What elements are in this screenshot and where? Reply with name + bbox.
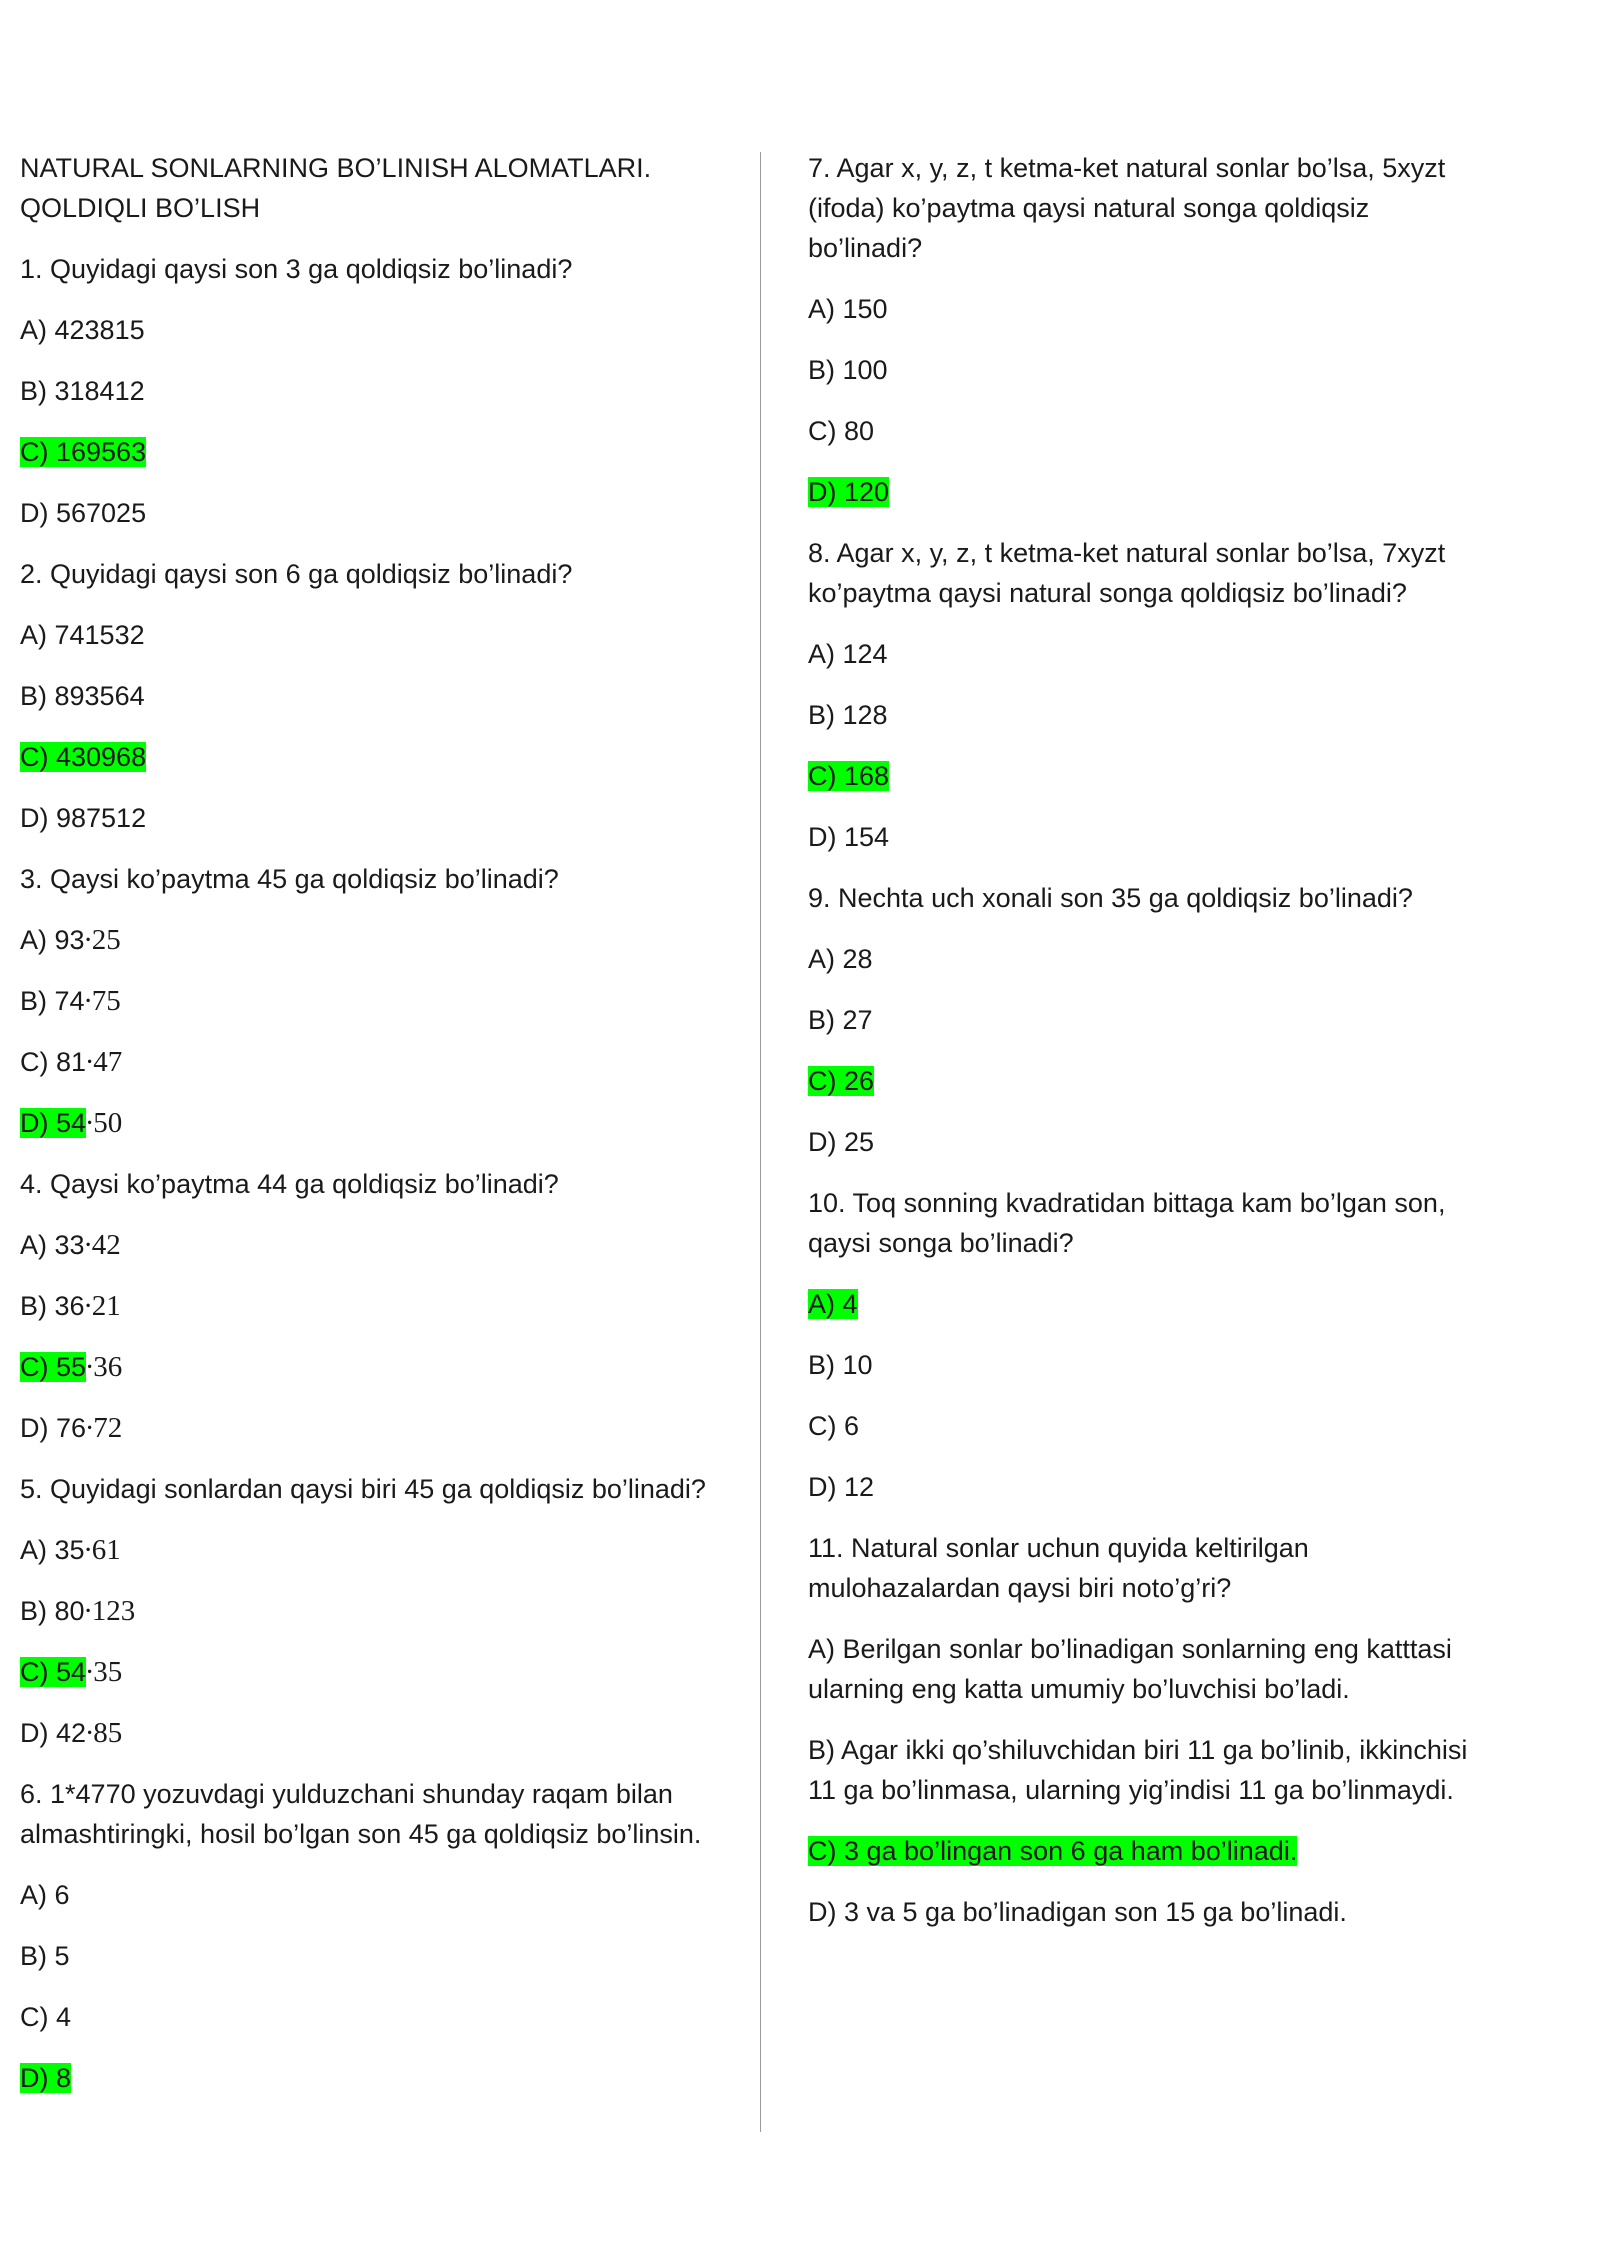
- section-title: [20, 188, 740, 228]
- text-line: 6. 1*4770 yozuvdagi yulduzchani shunday raqam bilan: [20, 1779, 673, 1809]
- question-text: [20, 859, 740, 899]
- text-line: 11. Natural sonlar uchun quyida keltirilgan: [808, 1533, 1309, 1563]
- text-line: mulohazalardan qaysi biri noto’g’ri?: [808, 1573, 1232, 1603]
- option-text: A) 423815: [20, 315, 145, 345]
- text-line: qaysi songa bo’linadi?: [808, 1228, 1074, 1258]
- question-text: [20, 1774, 740, 1814]
- option-text: B) 318412: [20, 376, 145, 406]
- answer-option-correct: [808, 1284, 1508, 1324]
- option-math: ∙50: [86, 1107, 123, 1139]
- answer-option: [20, 1530, 740, 1570]
- answer-option: [808, 634, 1508, 674]
- option-text: B) 128: [808, 700, 888, 730]
- answer-option-correct: [20, 737, 740, 777]
- option-math: ∙35: [86, 1656, 123, 1688]
- question-text: [808, 148, 1508, 188]
- text-line: ko’paytma qaysi natural songa qoldiqsiz bo’linadi?: [808, 578, 1407, 608]
- answer-option: [808, 289, 1508, 329]
- answer-option: [808, 350, 1508, 390]
- option-math: ∙72: [86, 1412, 123, 1444]
- text-line: (ifoda) ko’paytma qaysi natural songa qoldiqsiz: [808, 193, 1370, 223]
- question-text: [808, 1629, 1508, 1669]
- column-divider: [760, 152, 761, 2132]
- option-math: ∙85: [86, 1717, 123, 1749]
- answer-option: [808, 411, 1508, 451]
- option-text: C) 26: [808, 1066, 875, 1096]
- option-text: A) 35: [20, 1535, 85, 1565]
- option-math: ∙123: [84, 1595, 136, 1627]
- answer-option-correct: [20, 2058, 740, 2098]
- text-line: 4. Qaysi ko’paytma 44 ga qoldiqsiz bo’linadi?: [20, 1169, 559, 1199]
- answer-option: [20, 310, 740, 350]
- answer-option: [20, 676, 740, 716]
- option-text: A) 6: [20, 1880, 70, 1910]
- question-text: [20, 1164, 740, 1204]
- question-text: [808, 1568, 1508, 1608]
- option-text: D) 154: [808, 822, 890, 852]
- text-line: 7. Agar x, y, z, t ketma-ket natural sonlar bo’lsa, 5xyzt: [808, 153, 1446, 183]
- option-text: C) 4: [20, 2002, 72, 2032]
- option-text: A) 93: [20, 925, 85, 955]
- answer-option-correct: [808, 1061, 1508, 1101]
- text-line: 5. Quyidagi sonlardan qaysi biri 45 ga qoldiqsiz bo’linadi?: [20, 1474, 706, 1504]
- question-text: [20, 1814, 740, 1854]
- option-text: C) 54: [20, 1657, 87, 1687]
- answer-option: [808, 1122, 1508, 1162]
- answer-option: [20, 1997, 740, 2037]
- text-line: 1. Quyidagi qaysi son 3 ga qoldiqsiz bo’linadi?: [20, 254, 573, 284]
- left-column: [20, 148, 740, 2098]
- question-text: [808, 228, 1508, 268]
- option-math: ∙25: [84, 924, 121, 956]
- option-text: D) 3 va 5 ga bo’linadigan son 15 ga bo’linadi.: [808, 1897, 1347, 1927]
- option-text: D) 567025: [20, 498, 147, 528]
- question-text: [808, 188, 1508, 228]
- option-text: C) 55: [20, 1352, 87, 1382]
- option-text: B) 10: [808, 1350, 873, 1380]
- option-text: D) 25: [808, 1127, 875, 1157]
- question-text: [808, 533, 1508, 573]
- text-line: bo’linadi?: [808, 233, 923, 263]
- answer-option-correct: [808, 756, 1508, 796]
- option-text: C) 3 ga bo’lingan son 6 ga ham bo’linadi.: [808, 1836, 1298, 1866]
- option-text: B) 100: [808, 355, 888, 385]
- option-math: ∙21: [84, 1290, 121, 1322]
- option-text: A) 33: [20, 1230, 85, 1260]
- option-text: D) 8: [20, 2063, 72, 2093]
- answer-option-correct: [20, 1652, 740, 1692]
- option-math: ∙47: [86, 1046, 123, 1078]
- text-line: NATURAL SONLARNING BO’LINISH ALOMATLARI.: [20, 153, 652, 183]
- answer-option: [20, 981, 740, 1021]
- option-text: C) 6: [808, 1411, 860, 1441]
- option-text: D) 42: [20, 1718, 87, 1748]
- section-title: [20, 148, 740, 188]
- option-text: A) 124: [808, 639, 888, 669]
- answer-option: [20, 920, 740, 960]
- answer-option: [20, 1591, 740, 1631]
- option-text: A) 4: [808, 1289, 858, 1319]
- question-text: [20, 1469, 740, 1509]
- text-line: 3. Qaysi ko’paytma 45 ga qoldiqsiz bo’linadi?: [20, 864, 559, 894]
- question-text: [808, 878, 1508, 918]
- answer-option: [808, 939, 1508, 979]
- option-text: D) 76: [20, 1413, 87, 1443]
- text-line: 8. Agar x, y, z, t ketma-ket natural sonlar bo’lsa, 7xyzt: [808, 538, 1446, 568]
- text-line: B) Agar ikki qo’shiluvchidan biri 11 ga bo’linib, ikkinchisi: [808, 1735, 1468, 1765]
- option-text: C) 169563: [20, 437, 147, 467]
- option-math: ∙61: [84, 1534, 121, 1566]
- answer-option: [20, 1225, 740, 1265]
- option-text: A) 150: [808, 294, 888, 324]
- text-line: 9. Nechta uch xonali son 35 ga qoldiqsiz bo’linadi?: [808, 883, 1413, 913]
- answer-option-correct: [20, 1347, 740, 1387]
- option-text: B) 27: [808, 1005, 873, 1035]
- answer-option: [808, 695, 1508, 735]
- answer-option-correct: [808, 1831, 1508, 1871]
- answer-option: [20, 371, 740, 411]
- answer-option: [20, 798, 740, 838]
- option-text: D) 54: [20, 1108, 87, 1138]
- option-text: C) 80: [808, 416, 875, 446]
- answer-option: [20, 493, 740, 533]
- answer-option-correct: [808, 472, 1508, 512]
- question-text: [808, 1669, 1508, 1709]
- question-text: [20, 249, 740, 289]
- option-text: A) 28: [808, 944, 873, 974]
- question-text: [808, 1183, 1508, 1223]
- answer-option-correct: [20, 432, 740, 472]
- answer-option: [808, 1000, 1508, 1040]
- option-text: D) 120: [808, 477, 890, 507]
- answer-option: [808, 1406, 1508, 1446]
- answer-option: [808, 1345, 1508, 1385]
- question-text: [808, 1528, 1508, 1568]
- option-math: ∙75: [84, 985, 121, 1017]
- option-text: D) 987512: [20, 803, 147, 833]
- answer-option: [20, 1936, 740, 1976]
- option-text: B) 36: [20, 1291, 85, 1321]
- text-line: 11 ga bo’linmasa, ularning yig’indisi 11 ga bo’linmaydi.: [808, 1775, 1454, 1805]
- option-text: B) 5: [20, 1941, 70, 1971]
- answer-option: [20, 1408, 740, 1448]
- option-text: C) 168: [808, 761, 890, 791]
- question-text: [20, 554, 740, 594]
- question-text: [808, 1223, 1508, 1263]
- option-text: B) 80: [20, 1596, 85, 1626]
- text-line: ularning eng katta umumiy bo’luvchisi bo’ladi.: [808, 1674, 1350, 1704]
- option-text: C) 81: [20, 1047, 87, 1077]
- answer-option: [808, 1467, 1508, 1507]
- right-column: [808, 148, 1508, 1932]
- answer-option: [20, 615, 740, 655]
- question-text: [808, 573, 1508, 613]
- text-line: 2. Quyidagi qaysi son 6 ga qoldiqsiz bo’linadi?: [20, 559, 573, 589]
- option-text: D) 12: [808, 1472, 875, 1502]
- answer-option: [808, 817, 1508, 857]
- question-text: [808, 1770, 1508, 1810]
- answer-option: [20, 1875, 740, 1915]
- answer-option: [808, 1892, 1508, 1932]
- option-text: B) 893564: [20, 681, 145, 711]
- answer-option-correct: [20, 1103, 740, 1143]
- question-text: [808, 1730, 1508, 1770]
- option-math: ∙42: [84, 1229, 121, 1261]
- answer-option: [20, 1286, 740, 1326]
- option-text: B) 74: [20, 986, 85, 1016]
- text-line: QOLDIQLI BO’LISH: [20, 193, 261, 223]
- answer-option: [20, 1042, 740, 1082]
- answer-option: [20, 1713, 740, 1753]
- text-line: 10. Toq sonning kvadratidan bittaga kam bo’lgan son,: [808, 1188, 1446, 1218]
- option-text: C) 430968: [20, 742, 147, 772]
- option-text: A) 741532: [20, 620, 145, 650]
- text-line: almashtiringki, hosil bo’lgan son 45 ga qoldiqsiz bo’linsin.: [20, 1819, 702, 1849]
- option-math: ∙36: [86, 1351, 123, 1383]
- text-line: A) Berilgan sonlar bo’linadigan sonlarning eng katttasi: [808, 1634, 1452, 1664]
